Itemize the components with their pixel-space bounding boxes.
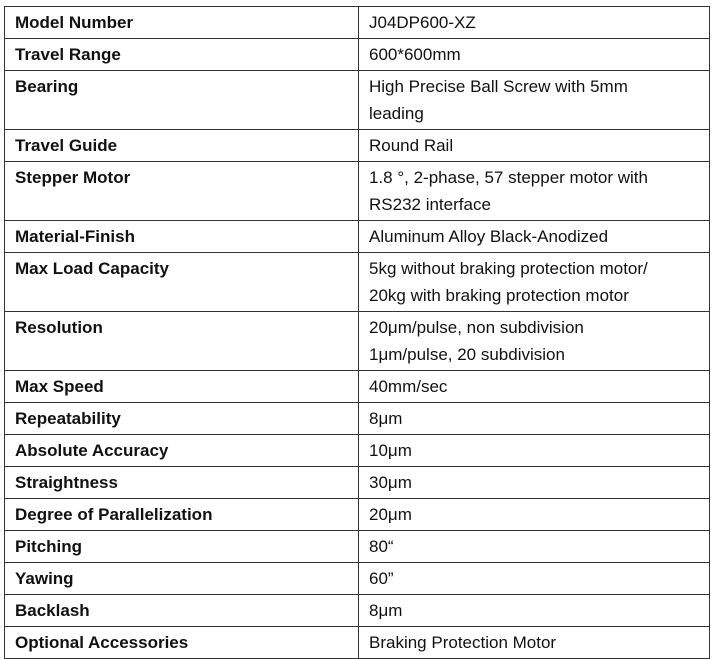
table-row (5, 130, 710, 162)
spec-value-line: RS232 interface (369, 195, 491, 214)
table-row (5, 221, 710, 253)
table-row (5, 403, 710, 435)
table-row (5, 7, 710, 39)
spec-value (359, 435, 710, 467)
spec-label: Repeatability (5, 403, 359, 435)
spec-value-line: Aluminum Alloy Black-Anodized (369, 227, 609, 246)
spec-value-line: 8μm (369, 409, 403, 428)
spec-value-line: 40mm/sec (369, 377, 448, 396)
spec-value (359, 221, 710, 253)
spec-value (359, 595, 710, 627)
spec-label: Degree of Parallelization (5, 499, 359, 531)
spec-value-line: 5kg without braking protection motor/ (369, 259, 648, 278)
spec-label: Stepper Motor (5, 162, 359, 221)
spec-value-line: 20μm (369, 505, 412, 524)
table-row (5, 499, 710, 531)
specification-table (4, 6, 710, 659)
spec-value-line: 60” (369, 569, 394, 588)
spec-value-line: 8μm (369, 601, 403, 620)
spec-value-line: Braking Protection Motor (369, 633, 557, 652)
spec-label: Pitching (5, 531, 359, 563)
spec-label: Straightness (5, 467, 359, 499)
spec-value (359, 162, 710, 221)
spec-value-line: Round Rail (369, 136, 454, 155)
spec-label: Material-Finish (5, 221, 359, 253)
spec-value-line: J04DP600-XZ (369, 13, 476, 32)
spec-value (359, 531, 710, 563)
spec-value (359, 253, 710, 312)
spec-label: Yawing (5, 563, 359, 595)
spec-label: Optional Accessories (5, 627, 359, 659)
spec-value (359, 130, 710, 162)
spec-label: Model Number (5, 7, 359, 39)
specification-table-body (5, 7, 710, 659)
spec-value (359, 499, 710, 531)
spec-label: Travel Guide (5, 130, 359, 162)
table-row (5, 253, 710, 312)
spec-value (359, 371, 710, 403)
spec-value-line: 10μm (369, 441, 412, 460)
spec-value (359, 7, 710, 39)
spec-value-line: 80“ (369, 537, 394, 556)
spec-label: Max Speed (5, 371, 359, 403)
spec-label: Max Load Capacity (5, 253, 359, 312)
table-row (5, 627, 710, 659)
table-row (5, 312, 710, 371)
spec-label: Travel Range (5, 39, 359, 71)
spec-label: Bearing (5, 71, 359, 130)
spec-value (359, 403, 710, 435)
table-row (5, 531, 710, 563)
table-row (5, 595, 710, 627)
spec-value-line: 1μm/pulse, 20 subdivision (369, 345, 565, 364)
spec-value (359, 39, 710, 71)
spec-value (359, 467, 710, 499)
table-row (5, 162, 710, 221)
spec-value-line: 20kg with braking protection motor (369, 286, 629, 305)
spec-label: Absolute Accuracy (5, 435, 359, 467)
spec-label: Backlash (5, 595, 359, 627)
table-row (5, 71, 710, 130)
spec-value (359, 71, 710, 130)
spec-value-line: 20μm/pulse, non subdivision (369, 318, 584, 337)
spec-value (359, 312, 710, 371)
table-row (5, 467, 710, 499)
spec-value-line: 1.8 °, 2-phase, 57 stepper motor with (369, 168, 648, 187)
spec-value-line: leading (369, 104, 424, 123)
spec-value-line: 30μm (369, 473, 412, 492)
table-row (5, 39, 710, 71)
table-row (5, 563, 710, 595)
table-row (5, 435, 710, 467)
spec-value (359, 563, 710, 595)
spec-label: Resolution (5, 312, 359, 371)
table-row (5, 371, 710, 403)
spec-value-line: High Precise Ball Screw with 5mm (369, 77, 628, 96)
spec-value-line: 600*600mm (369, 45, 461, 64)
spec-value (359, 627, 710, 659)
